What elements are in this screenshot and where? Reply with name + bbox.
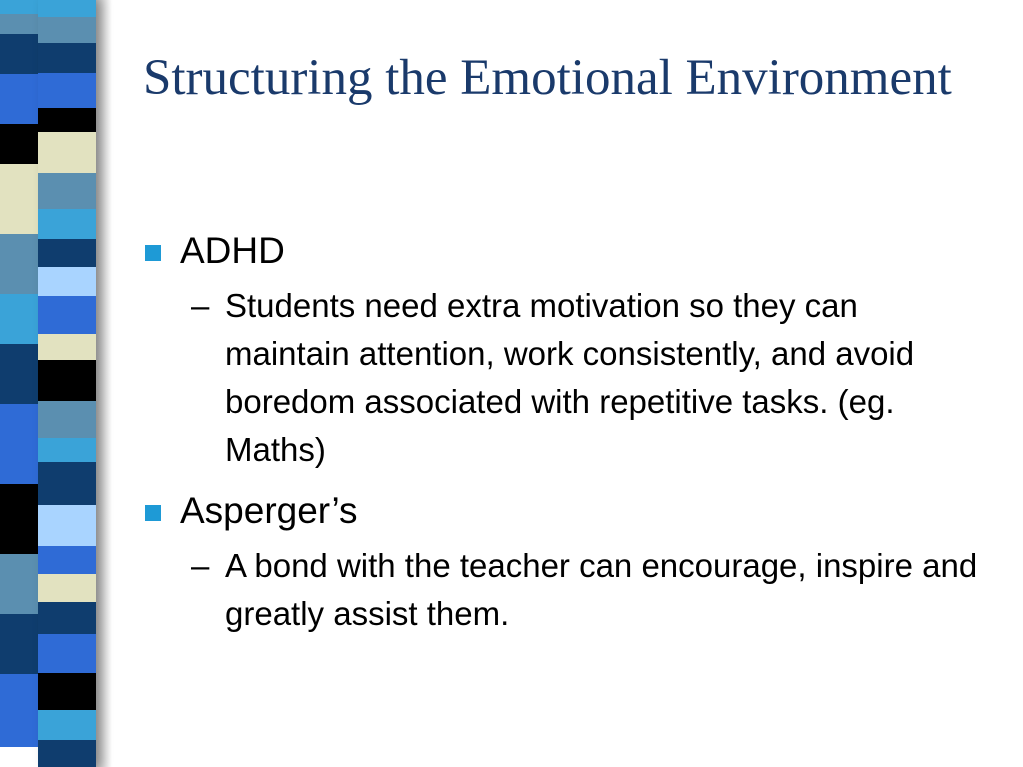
- stripe-segment: [38, 334, 96, 360]
- stripe-left-edge: [0, 0, 40, 767]
- stripe-segment: [38, 239, 96, 267]
- bullet-heading: Asperger’s: [180, 490, 358, 531]
- stripe-segment: [38, 673, 96, 710]
- square-bullet-icon: [145, 245, 161, 261]
- slide-body: [143, 228, 983, 652]
- decorative-stripe: [38, 0, 96, 767]
- dash-bullet-icon: –: [191, 547, 210, 584]
- stripe-segment: [38, 505, 96, 546]
- bullet-heading: ADHD: [180, 230, 285, 271]
- stripe-edge-segment: [0, 74, 40, 124]
- stripe-segment: [38, 0, 96, 17]
- stripe-segment: [38, 296, 96, 333]
- stripe-segment: [38, 602, 96, 634]
- stripe-edge-segment: [0, 484, 40, 554]
- stripe-segment: [38, 173, 96, 208]
- stripe-edge-segment: [0, 554, 40, 614]
- stripe-edge-segment: [0, 674, 40, 747]
- dash-bullet-icon: –: [191, 287, 210, 324]
- stripe-edge-segment: [0, 0, 40, 14]
- sub-bullet-item: [143, 282, 983, 474]
- stripe-edge-segment: [0, 294, 40, 344]
- sub-bullet-text: A bond with the teacher can encourage, inspire and greatly assist them.: [225, 547, 978, 632]
- sub-bullet-item: [143, 542, 983, 638]
- stripe-segment: [38, 17, 96, 43]
- stripe-edge-segment: [0, 234, 40, 294]
- stripe-segment: [38, 108, 96, 132]
- slide-title: Structuring the Emotional Environment: [143, 50, 952, 106]
- bullet-item-adhd: [143, 228, 983, 274]
- stripe-segment: [38, 546, 96, 574]
- stripe-edge-segment: [0, 34, 40, 74]
- stripe-segment: [38, 634, 96, 673]
- stripe-edge-segment: [0, 614, 40, 674]
- stripe-segment: [38, 438, 96, 462]
- stripe-segment: [38, 740, 96, 767]
- stripe-segment: [38, 462, 96, 505]
- bullet-item-aspergers: [143, 488, 983, 534]
- stripe-segment: [38, 710, 96, 740]
- stripe-segment: [38, 401, 96, 438]
- sub-bullet-text: Students need extra motivation so they can maintain attention, work consistently, and avoid boredom associated with repetitive tasks. (eg. Maths): [225, 287, 915, 468]
- square-bullet-icon: [145, 505, 161, 521]
- stripe-segment: [38, 574, 96, 602]
- stripe-edge-segment: [0, 14, 40, 34]
- stripe-edge-segment: [0, 344, 40, 404]
- stripe-segment: [38, 132, 96, 173]
- stripe-edge-segment: [0, 164, 40, 234]
- stripe-segment: [38, 267, 96, 297]
- stripe-segment: [38, 209, 96, 239]
- stripe-segment: [38, 73, 96, 108]
- stripe-segment: [38, 360, 96, 401]
- stripe-edge-segment: [0, 404, 40, 484]
- stripe-segment: [38, 43, 96, 73]
- stripe-edge-segment: [0, 124, 40, 164]
